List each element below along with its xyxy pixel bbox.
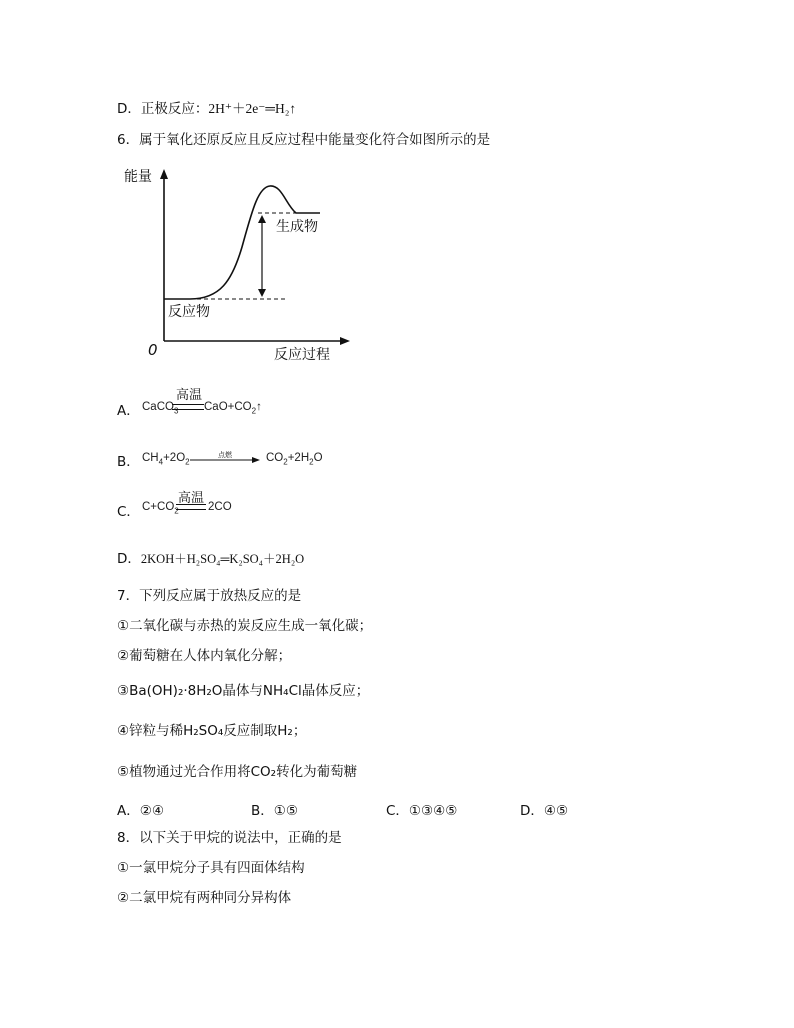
q7-choice-c: C．①③④⑤	[386, 803, 458, 819]
reaction-condition: 高温	[178, 491, 205, 506]
option-label: B．	[117, 454, 140, 470]
x-axis-arrow	[340, 337, 350, 345]
q8-stem: 8．以下关于甲烷的说法中，正确的是	[117, 830, 342, 846]
option-label: C．	[117, 504, 140, 520]
reaction-equals-sign	[176, 504, 206, 510]
product-formula: $CaO+CO_2↑$	[204, 401, 262, 416]
origin-label: 0	[148, 341, 158, 359]
q6-stem: 6．属于氧化还原反应且反应过程中能量变化符合如图所示的是	[117, 132, 491, 148]
q5-option-d	[117, 100, 296, 118]
reactant-formula: $CH_4+2O_2$	[142, 452, 190, 467]
q7-item: ⑤植物通过光合作用将CO₂转化为葡萄糖	[117, 764, 358, 780]
energy-curve	[164, 186, 320, 299]
y-axis-arrow	[160, 169, 168, 179]
y-axis-label: 能量	[124, 169, 152, 185]
equation: 2H⁺＋2e⁻═H₂↑	[208, 101, 297, 116]
x-axis-label: 反应过程	[274, 347, 330, 363]
option-label: A．	[117, 403, 140, 419]
product-formula: $CO_2+2H_2O$	[266, 452, 323, 467]
q7-choice-d: D．④⑤	[520, 803, 569, 819]
reaction-condition: 高温	[176, 388, 203, 403]
q7-item: ④锌粒与稀H₂SO₄反应制取H₂；	[117, 723, 307, 739]
equation: 2KOH＋H₂SO₄═K₂SO₄＋2H₂O	[140, 552, 305, 566]
q7-choice-b: B．①⑤	[251, 803, 298, 819]
reaction-arrow	[190, 455, 262, 465]
q7-choice-a: A．②④	[117, 803, 164, 819]
q6-option-d	[117, 550, 304, 568]
option-label: D．	[117, 551, 141, 567]
option-text: 正极反应：	[140, 101, 209, 117]
reaction-condition: 点燃	[218, 451, 232, 459]
q7-stem: 7．下列反应属于放热反应的是	[117, 588, 302, 604]
q7-item: ①二氧化碳与赤热的炭反应生成一氧化碳；	[117, 618, 373, 634]
reactant-label: 反应物	[168, 304, 210, 320]
q7-item: ③Ba(OH)₂·8H₂O晶体与NH₄Cl晶体反应；	[117, 683, 370, 699]
q8-item: ①一氯甲烷分子具有四面体结构	[117, 860, 305, 876]
energy-diagram	[124, 163, 380, 363]
reactant-formula: $C+CO_2$	[142, 501, 179, 516]
reactant-formula: CaCO$_3$	[142, 401, 179, 416]
reaction-equals-sign	[172, 404, 204, 410]
q8-item: ②二氯甲烷有两种同分异构体	[117, 890, 292, 906]
product-label: 生成物	[276, 219, 318, 235]
q7-item: ②葡萄糖在人体内氧化分解；	[117, 648, 292, 664]
product-formula: 2CO	[208, 501, 232, 513]
option-label: D．	[117, 101, 141, 117]
